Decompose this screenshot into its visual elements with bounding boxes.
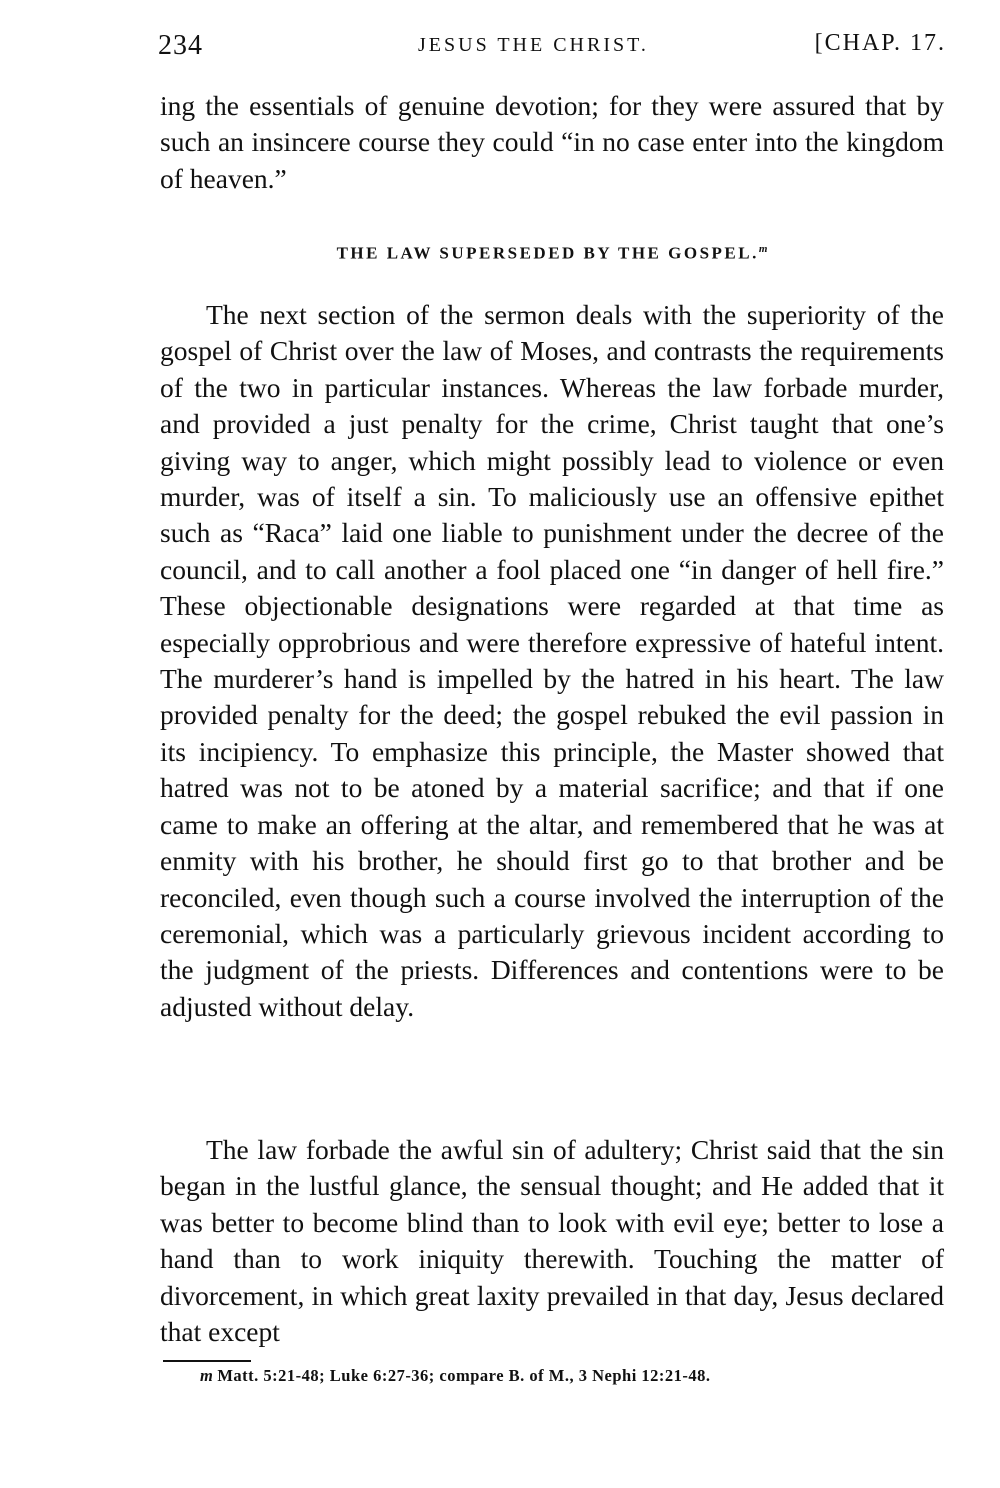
- paragraph: The law forbade the awful sin of adultery; Christ said that the sin began in the lustful glance, the sensual thought; and He added that it was better to become blind than to look with evil eye; better to lose a hand than to work iniquity therewith. Touching the matter of divorcement, in which great laxity prevailed in that day, Jesus declared that except: [160, 1134, 944, 1348]
- footnote-divider: [163, 1360, 251, 1362]
- paragraph: The next section of the sermon deals with the superiority of the gospel of Christ over the law of Moses, and contrasts the requirements of the two in particular instances. Whereas the law forbade murder, and provided a just penalty for the crime, Christ taught that one’s giving way to anger, which might possibly lead to violence or even murder, was of itself a sin. To maliciously use an offensive epithet such as “Raca” laid one liable to punishment under the decree of the council, and to call another a fool placed one “in danger of hell fire.” These objectionable designations were regarded at that time as especially opprobrious and were therefore expressive of hateful intent. The murderer’s hand is impelled by the hatred in his heart. The law provided penalty for the deed; the gospel rebuked the evil passion in its incipiency. To emphasize this principle, the Master showed that hatred was not to be atoned by a material sacrifice; and that if one came to make an offering at the altar, and remembered that he was at enmity with his brother, he should first go to that brother and be reconciled, even though such a course involved the interruption of the ceremonial, which was a particularly grievous incident according to the judgment of the priests. Differences and contentions were to be adjusted without delay.: [160, 299, 944, 1022]
- chapter-label: [CHAP. 17.: [814, 30, 946, 56]
- section-heading-text: THE LAW SUPERSEDED BY THE GOSPEL.: [336, 243, 759, 263]
- footnote: [200, 1366, 950, 1386]
- page-number: 234: [158, 30, 203, 61]
- continued-paragraph: ing the essentials of genuine devotion; for they were assured that by such an insincere course they could “in no case enter into the kingdom of heaven.”: [160, 90, 944, 194]
- section-heading: [160, 243, 944, 264]
- footnote-text: Matt. 5:21-48; Luke 6:27-36; compare B. of M., 3 Nephi 12:21-48.: [217, 1366, 711, 1385]
- running-title: JESUS THE CHRIST.: [418, 34, 649, 56]
- footnote-marker: m: [200, 1366, 214, 1385]
- footnote-reference: m: [758, 243, 768, 255]
- running-header: [158, 30, 946, 64]
